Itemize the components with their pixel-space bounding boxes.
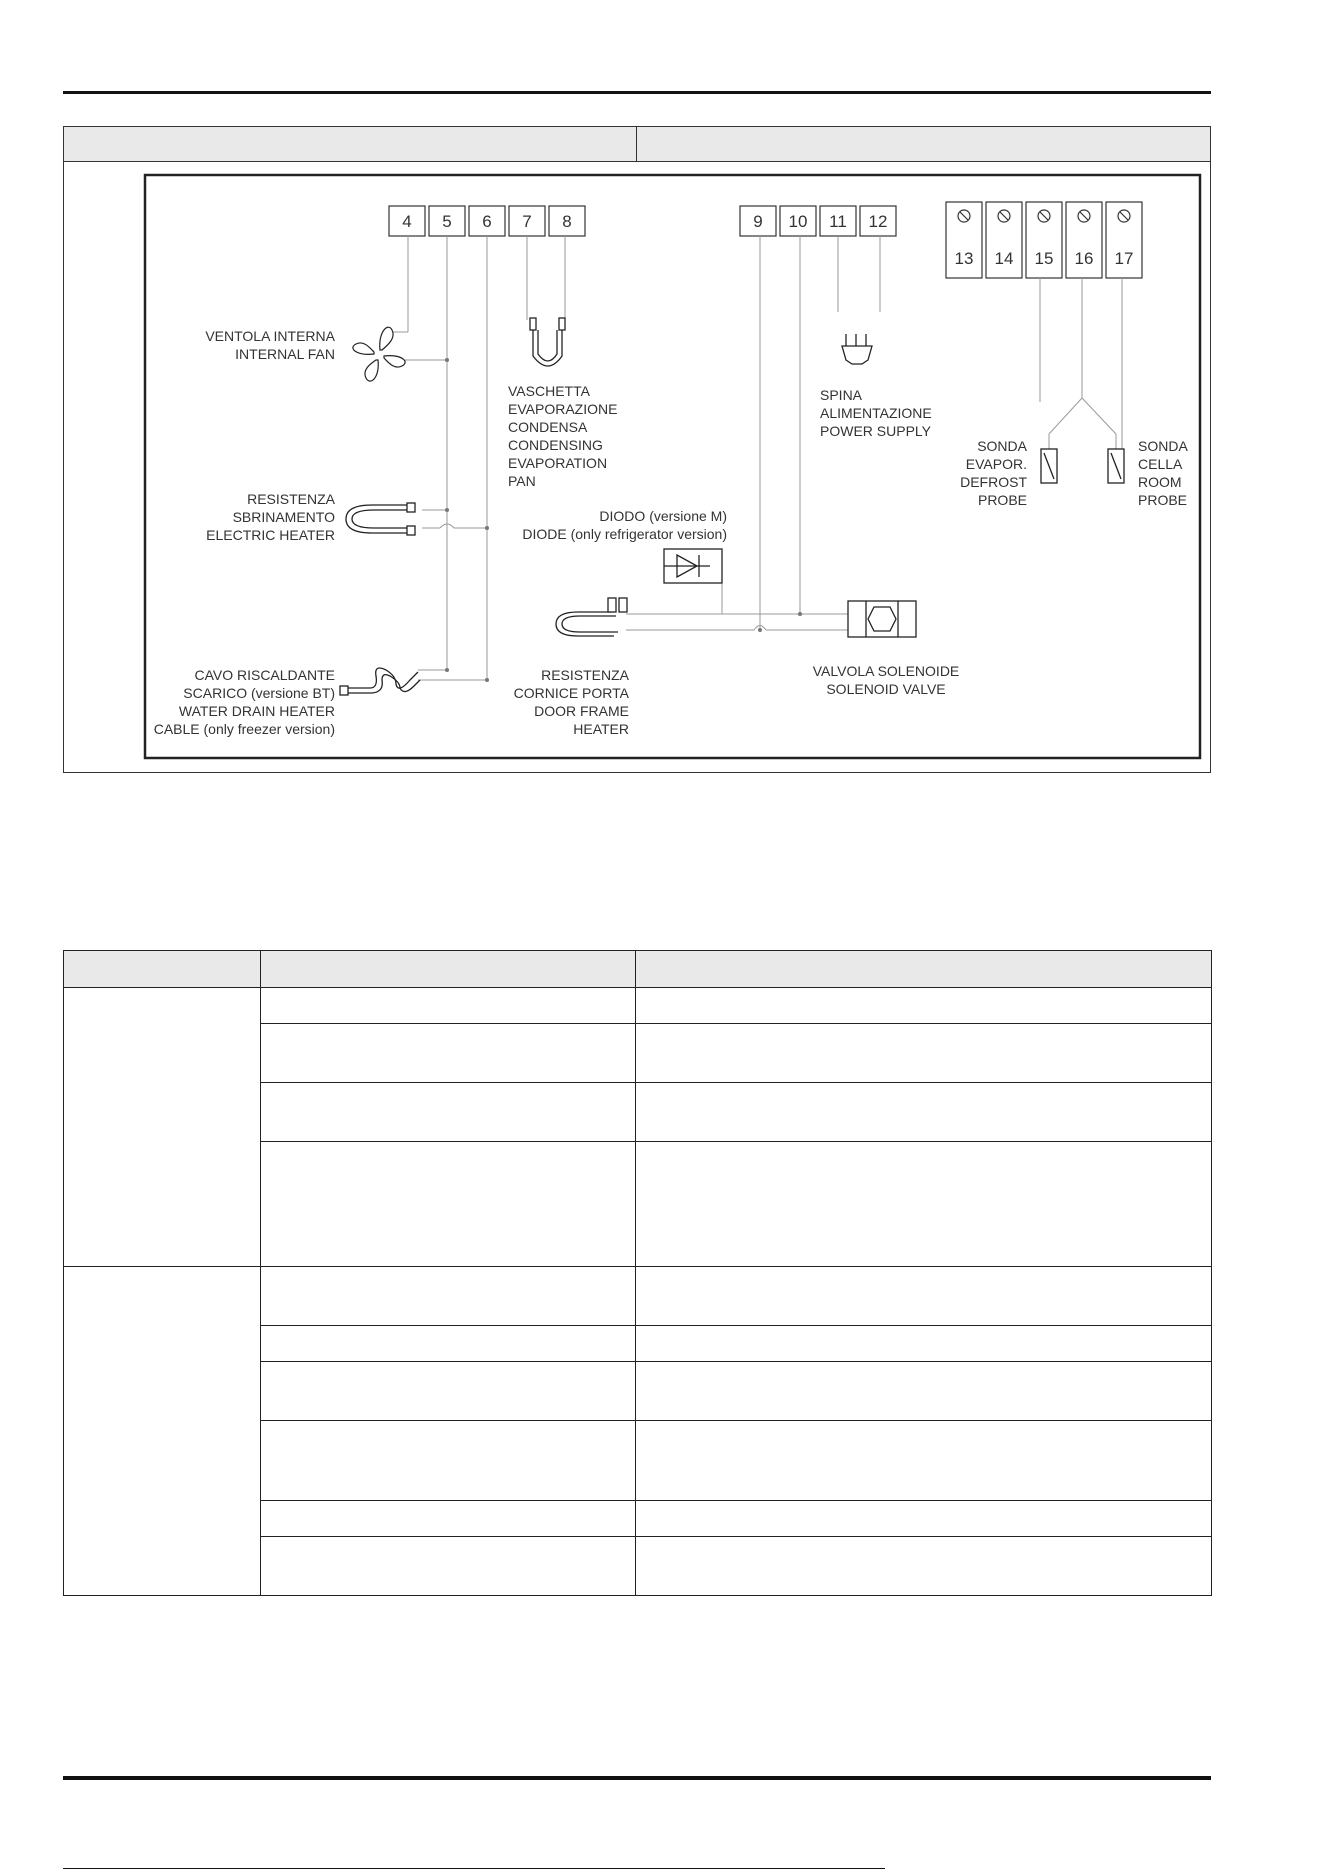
label-door-2: CORNICE PORTA [513,685,629,701]
terminal-label: 6 [482,212,492,231]
table-cell [261,1142,636,1267]
label-drain-3: WATER DRAIN HEATER [178,703,335,719]
label-defrost-probe-4: PROBE [977,492,1027,508]
table-cell [261,1326,636,1362]
terminal-label: 7 [522,212,532,231]
room-probe-icon [1108,449,1124,483]
label-defrost-probe-1: SONDA [977,438,1027,454]
table-cell [261,1083,636,1142]
electric-heater-icon [346,503,415,535]
diode-icon [664,549,722,583]
solenoid-valve-icon [848,601,916,637]
terminal-label: 15 [1034,249,1054,268]
label-drain-2: SCARICO (versione BT) [183,685,335,701]
label-tray-5: EVAPORATION [508,455,608,471]
label-plug-2: ALIMENTAZIONE [820,405,932,421]
door-frame-heater-icon [556,598,627,636]
table-header [64,951,261,988]
terminal-label: 4 [402,212,412,231]
label-heater-3: ELECTRIC HEATER [206,527,335,543]
group-cell [64,1267,261,1596]
terminal-label: 16 [1074,249,1094,268]
table-cell [636,988,1212,1024]
label-door-3: DOOR FRAME [534,703,629,719]
terminal-block-mid [740,206,896,236]
evaporation-pan-icon [530,318,565,366]
terminal-block-left [389,206,585,236]
table-cell [261,1267,636,1326]
fan-icon [353,327,405,381]
label-tray-2: EVAPORAZIONE [508,401,618,417]
table-header [636,951,1212,988]
label-heater-2: SBRINAMENTO [232,509,335,525]
terminal-block-right [946,202,1142,278]
table-row [64,988,1212,1024]
label-tray-6: PAN [508,473,536,489]
label-defrost-probe-2: EVAPOR. [965,456,1027,472]
label-room-probe-3: ROOM [1138,474,1182,490]
table-cell [636,1421,1212,1501]
wiring-diagram [0,0,1324,800]
terminal-label: 8 [562,212,572,231]
footer-rule [63,1868,885,1869]
terminal-label: 13 [954,249,974,268]
table-cell [261,1024,636,1083]
table-cell [636,1142,1212,1267]
defrost-probe-icon [1041,449,1057,483]
label-valve-1: VALVOLA SOLENOIDE [812,663,960,679]
table-row [64,1267,1212,1326]
label-tray-3: CONDENSA [508,419,588,435]
terminal-label: 5 [442,212,452,231]
label-heater-1: RESISTENZA [247,491,335,507]
table-cell [636,1083,1212,1142]
label-door-1: RESISTENZA [541,667,629,683]
terminal-label: 17 [1114,249,1134,268]
label-diode-2: DIODE (only refrigerator version) [522,526,727,542]
table-cell [261,988,636,1024]
table-cell [261,1421,636,1501]
label-tray-1: VASCHETTA [508,383,590,399]
label-fan-1: VENTOLA INTERNA [205,328,335,344]
label-diode-1: DIODO (versione M) [599,508,727,524]
bottom-rule [63,1776,1211,1780]
label-drain-4: CABLE (only freezer version) [153,721,335,737]
label-drain-1: CAVO RISCALDANTE [194,667,335,683]
label-plug-3: POWER SUPPLY [820,423,931,439]
table-cell [261,1537,636,1596]
table-cell [636,1362,1212,1421]
terminal-label: 14 [994,249,1014,268]
label-room-probe-4: PROBE [1138,492,1188,508]
label-tray-4: CONDENSING [508,437,603,453]
table-cell [636,1326,1212,1362]
table-cell [261,1501,636,1537]
terminal-label: 12 [868,212,888,231]
spec-table [63,950,1212,1596]
table-cell [636,1267,1212,1326]
table-header [261,951,636,988]
drain-heater-icon [340,668,420,695]
plug-icon [842,334,872,364]
label-defrost-probe-3: DEFROST [960,474,1027,490]
terminal-label: 10 [788,212,808,231]
label-room-probe-2: CELLA [1138,456,1183,472]
table-header-row [64,951,1212,988]
label-room-probe-1: SONDA [1138,438,1188,454]
group-cell [64,988,261,1267]
terminal-label: 11 [829,212,847,231]
table-cell [636,1501,1212,1537]
table-cell [636,1024,1212,1083]
label-plug-1: SPINA [820,387,863,403]
label-door-4: HEATER [573,721,629,737]
label-fan-2: INTERNAL FAN [235,346,335,362]
table-cell [636,1537,1212,1596]
terminal-label: 9 [753,212,763,231]
label-valve-2: SOLENOID VALVE [826,681,946,697]
table-cell [261,1362,636,1421]
